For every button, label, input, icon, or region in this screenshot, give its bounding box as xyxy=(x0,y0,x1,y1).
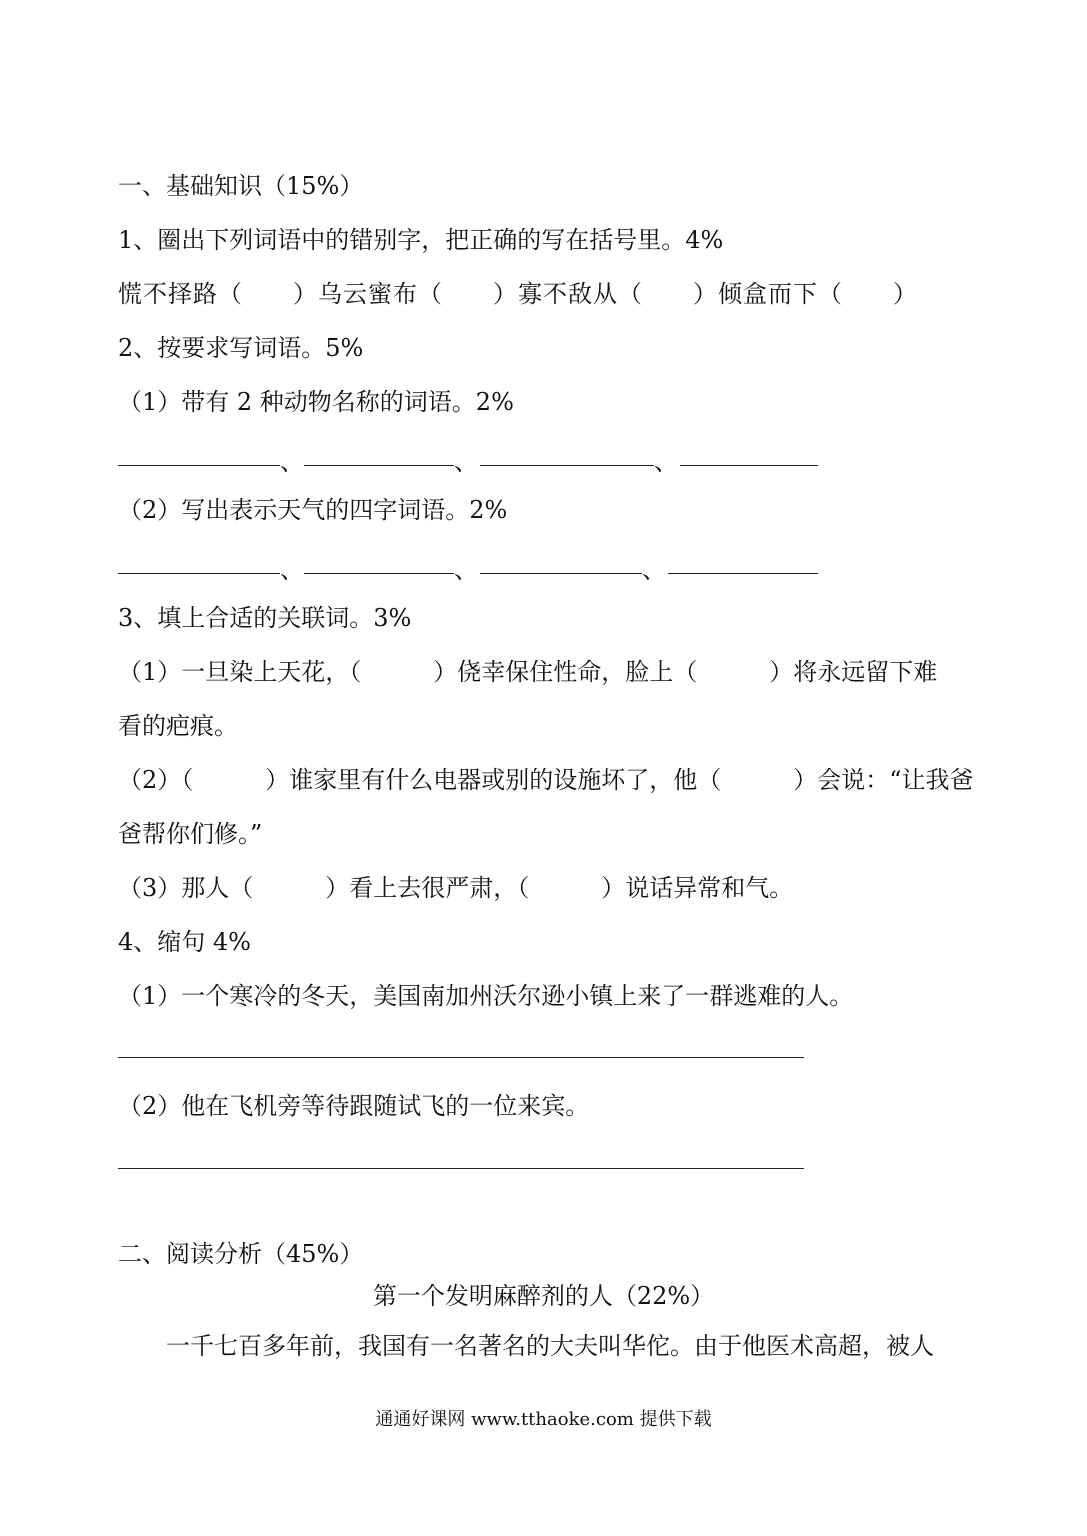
question-3-sub3: （3）那人（ ）看上去很严肃，（ ）说话异常和气。 xyxy=(118,874,794,902)
question-2-sub2: （2）写出表示天气的四字词语。2% xyxy=(118,496,508,524)
answer-blank[interactable] xyxy=(668,573,818,574)
separator: 、 xyxy=(642,556,666,584)
question-3-sub2-line1: （2）（ ）谁家里有什么电器或别的设施坏了，他（ ）会说：“让我爸 xyxy=(118,766,974,794)
passage-title: 第一个发明麻醉剂的人（22%） xyxy=(372,1282,715,1310)
passage-paragraph: 一千七百多年前，我国有一名著名的大夫叫华佗。由于他医术高超，被人 xyxy=(166,1332,934,1360)
answer-blank[interactable] xyxy=(480,573,642,574)
question-3-sub1-line2: 看的疤痕。 xyxy=(118,712,238,740)
question-1-words: 慌不择路（ ）乌云蜜布（ ）寡不敌从（ ）倾盒而下（ ） xyxy=(118,280,918,308)
answer-blank[interactable] xyxy=(118,465,280,466)
separator: 、 xyxy=(280,556,304,584)
section-2-heading: 二、阅读分析（45%） xyxy=(118,1240,364,1268)
question-4-sub2: （2）他在飞机旁等待跟随试飞的一位来宾。 xyxy=(118,1092,590,1120)
answer-blank[interactable] xyxy=(480,465,654,466)
answer-blank[interactable] xyxy=(680,465,818,466)
answer-line[interactable] xyxy=(118,1057,804,1058)
question-4-sub1: （1）一个寒冷的冬天，美国南加州沃尔逊小镇上来了一群逃难的人。 xyxy=(118,982,854,1010)
separator: 、 xyxy=(454,448,478,476)
answer-line[interactable] xyxy=(118,1168,804,1169)
question-4-title: 4、缩句 4% xyxy=(118,928,251,956)
page-footer: 通通好课网 www.tthaoke.com 提供下载 xyxy=(375,1409,712,1430)
question-1-title: 1、圈出下列词语中的错别字，把正确的写在括号里。4% xyxy=(118,226,724,254)
separator: 、 xyxy=(454,556,478,584)
section-1-heading: 一、基础知识（15%） xyxy=(118,172,364,200)
question-3-sub1-line1: （1）一旦染上天花，（ ）侥幸保住性命，脸上（ ）将永远留下难 xyxy=(118,658,938,686)
answer-blank[interactable] xyxy=(304,573,454,574)
question-2-title: 2、按要求写词语。5% xyxy=(118,334,364,362)
question-3-sub2-line2: 爸帮你们修。” xyxy=(118,820,263,848)
answer-blank[interactable] xyxy=(118,573,280,574)
question-2-sub1: （1）带有 2 种动物名称的词语。2% xyxy=(118,388,514,416)
question-3-title: 3、填上合适的关联词。3% xyxy=(118,604,412,632)
answer-blank[interactable] xyxy=(304,465,454,466)
separator: 、 xyxy=(654,448,678,476)
separator: 、 xyxy=(280,448,304,476)
